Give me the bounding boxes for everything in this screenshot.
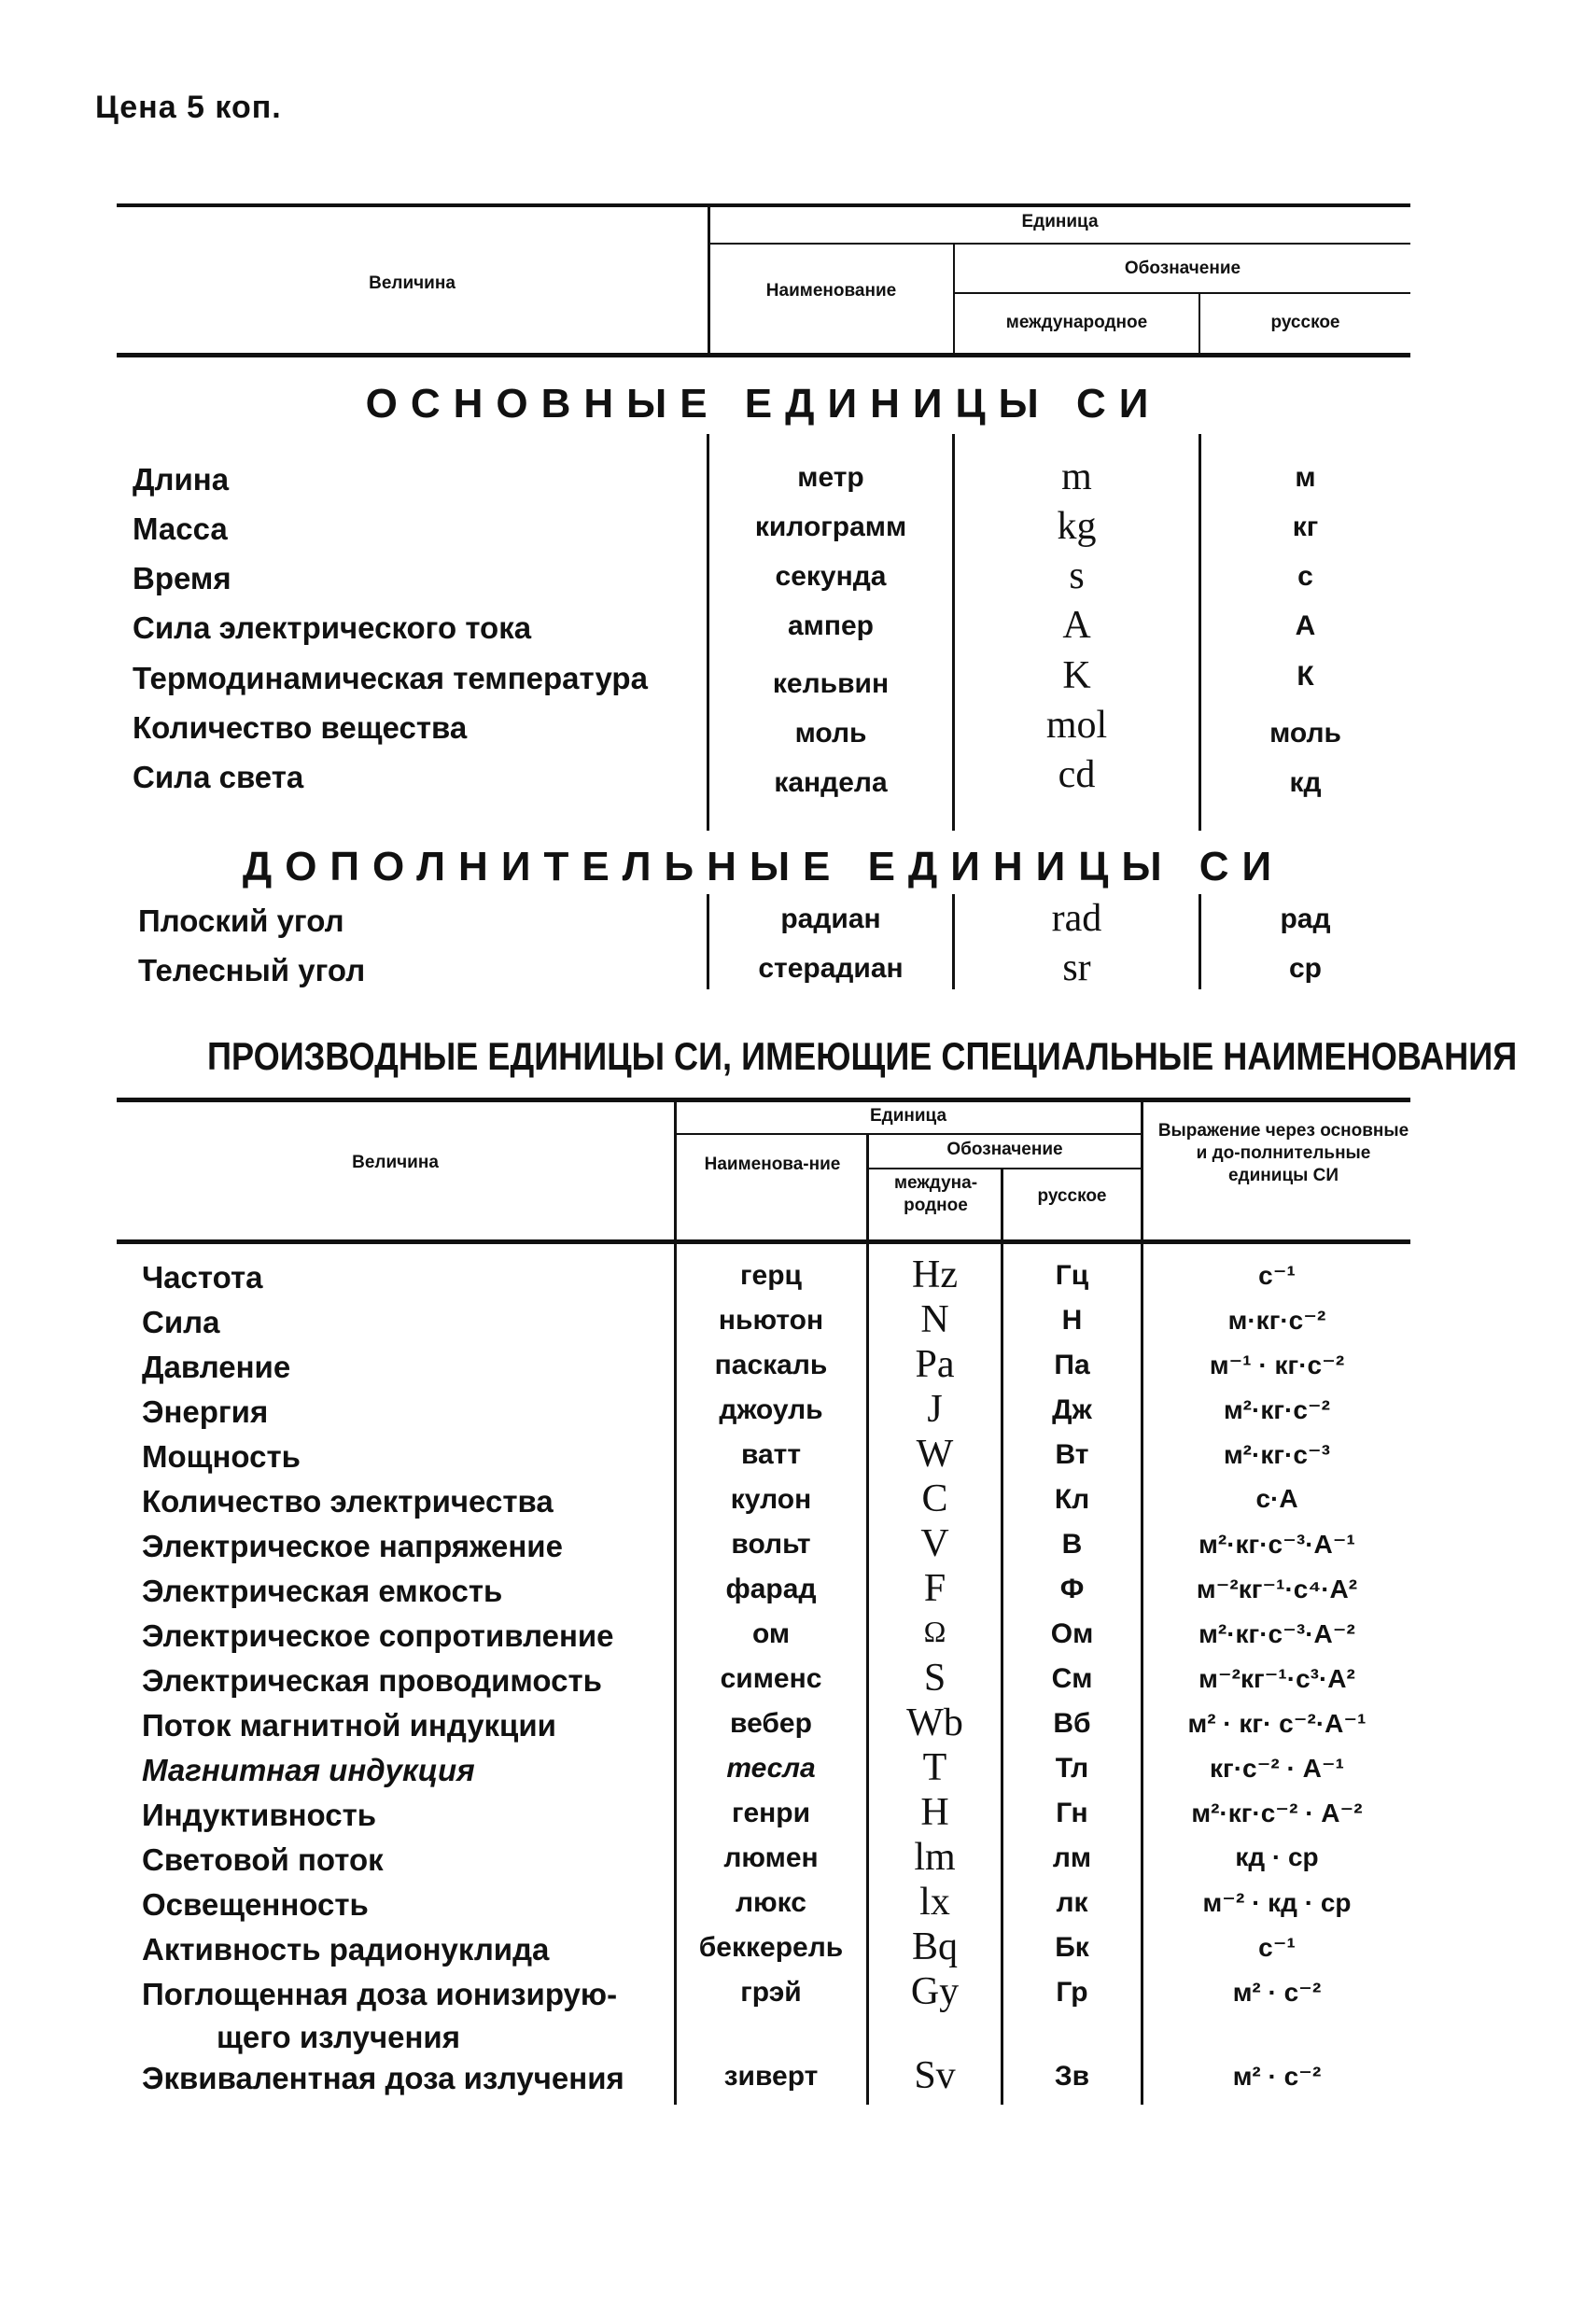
unit-name-cell: метр: [797, 462, 864, 493]
intl-symbol-cell: T: [922, 1746, 947, 1789]
table-row: [0, 554, 1570, 609]
quantity-cell: Мощность: [142, 1439, 301, 1474]
intl-symbol-cell: kg: [1057, 505, 1097, 548]
intl-symbol-cell: Pa: [915, 1343, 955, 1386]
intl-symbol-cell: cd: [1058, 753, 1096, 796]
russian-symbol-cell: Па: [1054, 1350, 1090, 1380]
intl-symbol-cell: F: [923, 1567, 946, 1610]
unit-name-cell: зиверт: [723, 2061, 819, 2092]
quantity-cell: Сила света: [133, 760, 304, 794]
table-row: [0, 455, 1570, 511]
intl-symbol-cell: V: [920, 1522, 949, 1565]
expression-cell: м·кг·с⁻²: [1227, 1306, 1326, 1335]
table-row: [0, 604, 1570, 659]
intl-symbol-cell: Ω: [923, 1615, 946, 1648]
table-row: [0, 1477, 1570, 1533]
table-row: [0, 1746, 1570, 1801]
quantity-cell: Количество электричества: [142, 1484, 554, 1519]
quantity-cell: Световой поток: [142, 1842, 384, 1877]
quantity-cell: Время: [133, 561, 231, 595]
rule: [709, 243, 1410, 245]
rule-bottom: [117, 1239, 1410, 1244]
russian-symbol-cell: ср: [1288, 953, 1322, 984]
quantity-cell: Масса: [133, 511, 228, 546]
intl-symbol-cell: J: [927, 1388, 943, 1431]
quantity-cell: Электрическая емкость: [142, 1574, 503, 1608]
col-name-header: Наименование: [765, 281, 897, 301]
table-row: [0, 1881, 1570, 1936]
table-row: [0, 1388, 1570, 1443]
intl-symbol-cell: s: [1069, 554, 1085, 597]
russian-symbol-cell: рад: [1280, 903, 1331, 934]
quantity-cell: Освещенность: [142, 1887, 369, 1922]
quantity-cell: Индуктивность: [142, 1798, 377, 1832]
russian-symbol-cell: В: [1061, 1529, 1083, 1560]
russian-symbol-cell: моль: [1269, 718, 1341, 749]
intl-symbol-cell: K: [1062, 654, 1091, 697]
unit-name-cell: ампер: [787, 610, 874, 641]
unit-name-cell: люкс: [736, 1887, 806, 1918]
quantity-cell: Сила: [142, 1305, 220, 1339]
unit-name-cell: килограмм: [754, 511, 907, 542]
intl-symbol-cell: lx: [919, 1881, 950, 1924]
table-row: [0, 1522, 1570, 1577]
unit-name-cell: кельвин: [772, 668, 890, 699]
table-row: [0, 1836, 1570, 1891]
expression-cell: м²·кг·с⁻³: [1223, 1440, 1331, 1469]
expression-cell: м²·кг·с⁻² · А⁻²: [1191, 1799, 1363, 1827]
col-name-header: Наименова-ние: [704, 1155, 841, 1174]
intl-symbol-cell: Gy: [910, 1970, 960, 2013]
expression-cell: м²·кг·с⁻³·А⁻²: [1199, 1619, 1355, 1648]
col-intl-header: международное: [1005, 313, 1148, 332]
intl-symbol-cell: Sv: [914, 2054, 956, 2097]
expression-cell: м⁻¹ · кг·с⁻²: [1209, 1351, 1345, 1379]
russian-symbol-cell: Зв: [1054, 2061, 1090, 2092]
intl-symbol-cell: lm: [914, 1836, 956, 1879]
table-row: [0, 505, 1570, 560]
section-title-supplementary: ДОПОЛНИТЕЛЬНЫЕ ЕДИНИЦЫ СИ: [242, 844, 1285, 889]
section-title-derived: ПРОИЗВОДНЫЕ ЕДИНИЦЫ СИ, ИМЕЮЩИЕ СПЕЦИАЛЬНЫЕ НАИМЕНОВАНИЯ: [207, 1034, 1518, 1078]
expression-cell: м² · кг· с⁻²·А⁻¹: [1187, 1709, 1367, 1738]
russian-symbol-cell: Н: [1061, 1305, 1083, 1336]
unit-name-cell: генри: [731, 1798, 811, 1828]
quantity-cell: Магнитная индукция: [142, 1753, 475, 1787]
table-row: [0, 1615, 1570, 1667]
russian-symbol-cell: К: [1297, 661, 1314, 692]
rule-top: [117, 203, 1410, 207]
table-row: [0, 1701, 1570, 1757]
expression-cell: м⁻² · кд · ср: [1202, 1888, 1352, 1917]
price-label: Цена 5 коп.: [95, 90, 282, 125]
rule-bottom: [117, 353, 1410, 357]
russian-symbol-cell: Вт: [1055, 1439, 1089, 1470]
unit-name-cell: моль: [794, 718, 867, 749]
russian-symbol-cell: А: [1295, 610, 1316, 641]
unit-name-cell: ватт: [740, 1439, 802, 1470]
section-title-base: ОСНОВНЫЕ ЕДИНИЦЫ СИ: [365, 381, 1162, 427]
quantity-cell: Плоский угол: [138, 903, 344, 938]
russian-symbol-cell: Вб: [1053, 1708, 1091, 1739]
table-row: [0, 897, 1570, 952]
intl-symbol-cell: H: [920, 1791, 949, 1834]
quantity-cell: Энергия: [142, 1394, 269, 1429]
unit-name-cell: фарад: [725, 1574, 817, 1604]
intl-symbol-cell: Wb: [906, 1701, 963, 1744]
table-row: [0, 1253, 1570, 1309]
russian-symbol-cell: Гр: [1056, 1977, 1088, 2008]
expression-cell: с·А: [1255, 1484, 1298, 1513]
russian-symbol-cell: Гн: [1056, 1798, 1088, 1828]
col-designation-header: Обозначение: [946, 1140, 1063, 1159]
table-row: [0, 2054, 1570, 2109]
col-russian-header: русское: [1037, 1186, 1107, 1206]
quantity-cell: Термодинамическая температура: [133, 661, 648, 695]
unit-name-cell: ом: [751, 1618, 791, 1649]
intl-symbol-cell: A: [1062, 604, 1091, 647]
unit-name-cell: беккерель: [698, 1932, 844, 1963]
table-row: [0, 1925, 1570, 1981]
russian-symbol-cell: кг: [1292, 511, 1319, 542]
unit-name-cell: секунда: [775, 561, 887, 592]
russian-symbol-cell: Ф: [1059, 1574, 1085, 1604]
russian-symbol-cell: м: [1295, 462, 1316, 493]
russian-symbol-cell: с: [1297, 561, 1313, 592]
unit-name-cell: вольт: [731, 1529, 811, 1560]
intl-symbol-cell: rad: [1051, 897, 1102, 940]
rule-top: [117, 1098, 1410, 1102]
unit-name-cell: грэй: [740, 1977, 802, 2008]
col-intl-header: междуна-родное: [893, 1173, 978, 1215]
table-row: [0, 946, 1570, 1001]
russian-symbol-cell: См: [1051, 1663, 1093, 1694]
unit-name-cell: герц: [740, 1260, 802, 1291]
intl-symbol-cell: C: [921, 1477, 948, 1520]
table-row: [0, 1343, 1570, 1398]
quantity-cell-continued: щего излучения: [217, 2020, 460, 2054]
expression-cell: м²·кг·с⁻²: [1223, 1395, 1331, 1424]
quantity-cell: Электрическое сопротивление: [142, 1618, 614, 1653]
intl-symbol-cell: Hz: [912, 1253, 958, 1296]
expression-cell: с⁻¹: [1258, 1933, 1296, 1962]
quantity-cell: Частота: [142, 1260, 263, 1295]
expression-cell: м² · с⁻²: [1232, 1978, 1322, 2007]
intl-symbol-cell: sr: [1062, 946, 1091, 989]
expression-cell: кг·с⁻² · А⁻¹: [1210, 1754, 1344, 1783]
table-row: [0, 654, 1570, 709]
intl-symbol-cell: mol: [1045, 704, 1108, 747]
table-row: [0, 753, 1570, 808]
col-designation-header: Обозначение: [1124, 259, 1241, 278]
intl-symbol-cell: Bq: [911, 1925, 958, 1968]
rule: [676, 1133, 1142, 1135]
table-row: [0, 1567, 1570, 1622]
quantity-cell: Телесный угол: [138, 953, 366, 987]
col-unit-header: Единица: [1021, 212, 1099, 231]
unit-name-cell: вебер: [730, 1708, 812, 1739]
quantity-cell: Электрическая проводимость: [142, 1663, 602, 1698]
quantity-cell: Эквивалентная доза излучения: [142, 2061, 624, 2095]
quantity-cell: Поток магнитной индукции: [142, 1708, 556, 1743]
table-row: [0, 1433, 1570, 1488]
table-row: [0, 1298, 1570, 1353]
quantity-cell: Сила электрического тока: [133, 610, 532, 645]
quantity-cell: Длина: [133, 462, 230, 497]
unit-name-cell: ньютон: [718, 1305, 824, 1336]
table-row: [0, 704, 1570, 759]
russian-symbol-cell: Тл: [1055, 1753, 1089, 1784]
col-quantity-header: Величина: [369, 273, 456, 293]
quantity-cell: Активность радионуклида: [142, 1932, 550, 1967]
intl-symbol-cell: N: [920, 1298, 949, 1341]
unit-name-cell: кандела: [774, 767, 888, 798]
unit-name-cell: кулон: [730, 1484, 812, 1515]
expression-cell: м⁻²кг⁻¹·с⁴·А²: [1196, 1575, 1358, 1603]
russian-symbol-cell: Ом: [1050, 1618, 1094, 1649]
col-expression-header: Выражение через основные и до-полнительные единицы СИ: [1157, 1121, 1409, 1185]
intl-symbol-cell: W: [916, 1433, 954, 1476]
russian-symbol-cell: Дж: [1052, 1394, 1092, 1425]
russian-symbol-cell: лк: [1056, 1887, 1088, 1918]
intl-symbol-cell: S: [923, 1657, 946, 1700]
rule: [869, 1168, 1142, 1169]
russian-symbol-cell: Гц: [1055, 1260, 1089, 1291]
table-row: [0, 1791, 1570, 1846]
russian-symbol-cell: лм: [1052, 1842, 1092, 1873]
col-quantity-header: Величина: [352, 1153, 439, 1172]
col-russian-header: русское: [1270, 313, 1340, 332]
russian-symbol-cell: кд: [1289, 767, 1322, 798]
unit-name-cell: паскаль: [714, 1350, 828, 1380]
unit-name-cell: сименс: [720, 1663, 822, 1694]
rule: [955, 292, 1410, 294]
table-row: [0, 1657, 1570, 1712]
intl-symbol-cell: m: [1061, 455, 1092, 498]
quantity-cell: Электрическое напряжение: [142, 1529, 563, 1563]
expression-cell: с⁻¹: [1258, 1261, 1296, 1290]
quantity-cell: Давление: [142, 1350, 291, 1384]
unit-name-cell: джоуль: [719, 1394, 823, 1425]
expression-cell: кд · ср: [1235, 1842, 1319, 1871]
russian-symbol-cell: Кл: [1054, 1484, 1090, 1515]
unit-name-cell: стерадиан: [758, 953, 904, 984]
expression-cell: м² · с⁻²: [1232, 2062, 1322, 2091]
expression-cell: м⁻²кг⁻¹·с³·А²: [1199, 1664, 1355, 1693]
quantity-cell: Количество вещества: [133, 710, 468, 745]
table-row: [0, 1970, 1570, 2063]
unit-name-cell: радиан: [780, 903, 881, 934]
russian-symbol-cell: Бк: [1055, 1932, 1089, 1963]
expression-cell: м²·кг·с⁻³·А⁻¹: [1199, 1530, 1355, 1559]
unit-name-cell: тесла: [726, 1753, 816, 1784]
quantity-cell: Поглощенная доза ионизирую-: [142, 1977, 618, 2011]
col-unit-header: Единица: [869, 1106, 947, 1126]
unit-name-cell: люмен: [723, 1842, 819, 1873]
